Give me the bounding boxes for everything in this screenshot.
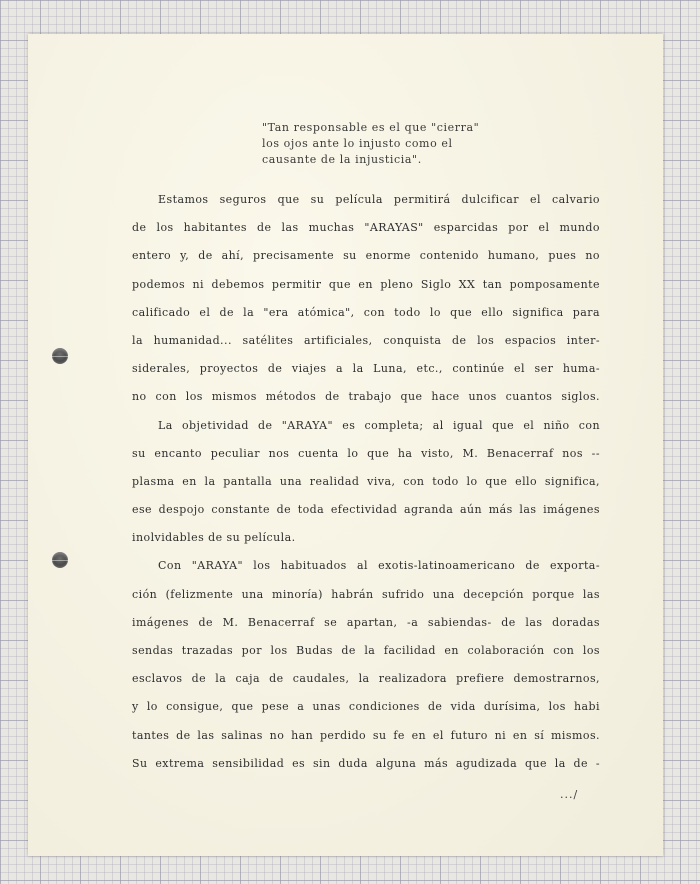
text-line: y lo consigue, que pese a unas condiciones de vida durísima, los habi: [132, 700, 600, 714]
continuation-mark: .../: [560, 788, 579, 801]
epigraph-line: "Tan responsable es el que "cierra": [262, 121, 480, 134]
epigraph-line: causante de la injusticia".: [262, 153, 422, 166]
text-line: ción (felizmente una minoría) habrán sufrido una decepción porque las: [132, 587, 600, 601]
text-line: plasma en la pantalla una realidad viva, con todo lo que ello significa,: [132, 474, 600, 488]
text-line: Estamos seguros que su película permitirá dulcificar el calvario: [158, 193, 600, 206]
text-line: su encanto peculiar nos cuenta lo que ha visto, M. Benacerraf nos --: [132, 446, 600, 460]
text-line: La objetividad de "ARAYA" es completa; al igual que el niño con: [158, 418, 600, 432]
text-line: Su extrema sensibilidad es sin duda alguna más agudizada que la de -: [132, 756, 600, 770]
text-line: siderales, proyectos de viajes a la Luna, etc., continúe el ser huma-: [132, 362, 600, 376]
text-line: de los habitantes de las muchas "ARAYAS" esparcidas por el mundo: [132, 221, 600, 235]
text-line: esclavos de la caja de caudales, la realizadora prefiere demostrarnos,: [132, 672, 600, 686]
text-line: podemos ni debemos permitir que en pleno Siglo XX tan pomposamente: [132, 277, 600, 291]
text-line: Con "ARAYA" los habituados al exotis-latinoamericano de exporta-: [158, 559, 600, 573]
text-line: inolvidables de su película.: [132, 531, 296, 545]
epigraph-quote: [262, 120, 479, 168]
punch-hole-icon: [52, 552, 68, 568]
text-line: ese despojo constante de toda efectividad agranda aún más las imágenes: [132, 503, 600, 517]
text-line: la humanidad... satélites artificiales, conquista de los espacios inter-: [132, 333, 600, 347]
typewritten-page: [28, 34, 663, 856]
text-line: tantes de las salinas no han perdido su fe en el futuro ni en sí mismos.: [132, 728, 600, 742]
text-line: entero y, de ahí, precisamente su enorme contenido humano, pues no: [132, 249, 600, 263]
punch-hole-icon: [52, 348, 68, 364]
text-line: calificado el de la "era atómica", con todo lo que ello significa para: [132, 305, 600, 319]
epigraph-line: los ojos ante lo injusto como el: [262, 137, 453, 150]
body-text: [132, 186, 600, 778]
text-line: imágenes de M. Benacerraf se apartan, -a sabiendas- de las doradas: [132, 615, 600, 629]
text-line: sendas trazadas por los Budas de la facilidad en colaboración con los: [132, 644, 600, 657]
text-line: no con los mismos métodos de trabajo que hace unos cuantos siglos.: [132, 390, 600, 404]
